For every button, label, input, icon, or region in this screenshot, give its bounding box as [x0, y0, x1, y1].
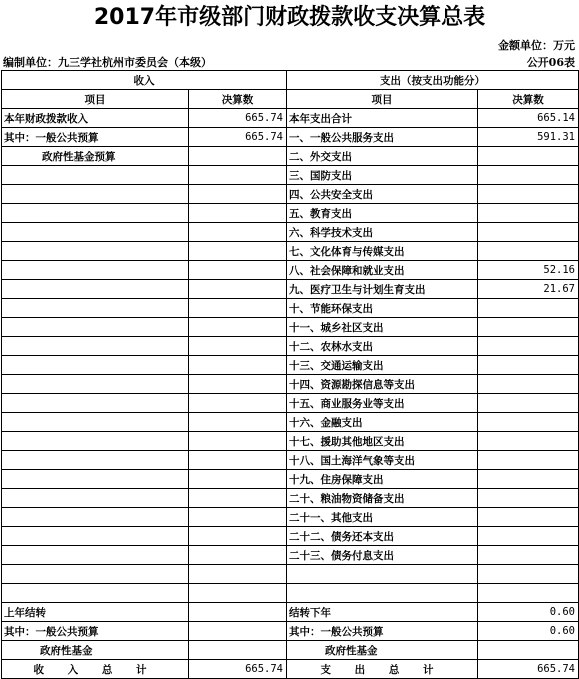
- expense-item-value: [478, 318, 579, 337]
- income-empty-cell: [2, 166, 189, 185]
- table-row: [2, 603, 579, 622]
- expense-item-label: 十四、资源勘探信息等支出: [287, 375, 478, 394]
- table-row: [2, 375, 579, 394]
- income-general-label: 其中：一般公共预算: [2, 128, 189, 147]
- expense-item-value: 21.67: [478, 280, 579, 299]
- blank-row: [2, 565, 579, 584]
- income-empty-cell: [189, 470, 287, 489]
- carry-in-fund-label: 政府性基金: [2, 641, 189, 660]
- income-empty-cell: [189, 299, 287, 318]
- table-row: [2, 242, 579, 261]
- table-row: [2, 451, 579, 470]
- table-row: [2, 185, 579, 204]
- income-empty-cell: [2, 337, 189, 356]
- income-empty-cell: [2, 432, 189, 451]
- unit-label: 金额单位：万元: [498, 39, 575, 52]
- table-row: [2, 147, 579, 166]
- carry-out-fund-label: 政府性基金: [287, 641, 478, 660]
- expense-item-label: 十八、国土海洋气象等支出: [287, 451, 478, 470]
- empty-cell: [287, 565, 478, 584]
- org-row: [0, 53, 579, 70]
- income-grand-total-label: 收 入 总 计: [2, 660, 189, 679]
- expense-item-label: 二十一、其他支出: [287, 508, 478, 527]
- table-row: [2, 128, 579, 147]
- expense-item-value: [478, 356, 579, 375]
- expense-item-value: [478, 432, 579, 451]
- table-row: [2, 337, 579, 356]
- expense-item-label: 十三、交通运输支出: [287, 356, 478, 375]
- income-empty-cell: [189, 394, 287, 413]
- expense-grand-total-value: 665.74: [478, 660, 579, 679]
- income-empty-cell: [2, 299, 189, 318]
- expense-grand-total-label: 支 出 总 计: [287, 660, 478, 679]
- expense-item-label: 七、文化体育与传媒支出: [287, 242, 478, 261]
- expense-item-value: [478, 413, 579, 432]
- expense-item-value: 52.16: [478, 261, 579, 280]
- expense-item-value: [478, 242, 579, 261]
- expense-item-value: [478, 147, 579, 166]
- empty-cell: [2, 565, 189, 584]
- income-empty-cell: [189, 356, 287, 375]
- carry-out-label: 结转下年: [287, 603, 478, 622]
- income-empty-cell: [189, 204, 287, 223]
- empty-cell: [478, 584, 579, 603]
- income-empty-cell: [189, 432, 287, 451]
- expense-item-header: 项目: [287, 90, 478, 109]
- expense-item-label: 六、科学技术支出: [287, 223, 478, 242]
- expense-item-label: 十一、城乡社区支出: [287, 318, 478, 337]
- table-row: [2, 261, 579, 280]
- carry-in-fund-value: [189, 641, 287, 660]
- expense-item-value: [478, 337, 579, 356]
- expense-item-value: 591.31: [478, 128, 579, 147]
- income-empty-cell: [189, 489, 287, 508]
- expense-item-value: [478, 223, 579, 242]
- expense-item-label: 十五、商业服务业等支出: [287, 394, 478, 413]
- carry-out-fund-value: [478, 641, 579, 660]
- expense-item-value: [478, 451, 579, 470]
- expense-item-label: 十七、援助其他地区支出: [287, 432, 478, 451]
- expense-item-label: 八、社会保障和就业支出: [287, 261, 478, 280]
- table-row: [2, 223, 579, 242]
- expense-total-value: 665.14: [478, 109, 579, 128]
- income-empty-cell: [2, 527, 189, 546]
- carry-in-general-label: 其中：一般公共预算: [2, 622, 189, 641]
- income-empty-cell: [2, 508, 189, 527]
- expense-item-value: [478, 508, 579, 527]
- report-title: 2017年市级部门财政拨款收支决算总表: [93, 5, 486, 30]
- table-row: [2, 204, 579, 223]
- income-empty-cell: [189, 242, 287, 261]
- income-empty-cell: [189, 546, 287, 565]
- income-item-header: 项目: [2, 90, 189, 109]
- income-empty-cell: [189, 375, 287, 394]
- income-empty-cell: [2, 470, 189, 489]
- income-empty-cell: [2, 489, 189, 508]
- expense-item-label: 十九、住房保障支出: [287, 470, 478, 489]
- carry-out-general-label: 其中：一般公共预算: [287, 622, 478, 641]
- expense-item-label: 十、节能环保支出: [287, 299, 478, 318]
- expense-item-label: 十二、农林水支出: [287, 337, 478, 356]
- unit-row: [0, 36, 579, 53]
- table-row: [2, 660, 579, 679]
- income-header: 收入: [2, 71, 287, 90]
- carry-out-value: 0.60: [478, 603, 579, 622]
- empty-cell: [189, 584, 287, 603]
- income-empty-cell: [2, 356, 189, 375]
- income-fund-value: [189, 147, 287, 166]
- table-row: [2, 432, 579, 451]
- income-empty-cell: [2, 546, 189, 565]
- income-empty-cell: [2, 394, 189, 413]
- org-label: 编制单位：九三学社杭州市委员会（本级）: [3, 56, 212, 69]
- income-empty-cell: [2, 204, 189, 223]
- income-empty-cell: [189, 318, 287, 337]
- income-empty-cell: [2, 261, 189, 280]
- expense-item-label: 一、一般公共服务支出: [287, 128, 478, 147]
- expense-amount-header: 决算数: [478, 90, 579, 109]
- income-empty-cell: [2, 375, 189, 394]
- expense-item-label: 二十三、债务付息支出: [287, 546, 478, 565]
- income-empty-cell: [2, 318, 189, 337]
- expense-item-label: 五、教育支出: [287, 204, 478, 223]
- table-row: [2, 470, 579, 489]
- table-row: [2, 413, 579, 432]
- income-fund-label: 政府性基金预算: [2, 147, 189, 166]
- blank-row: [2, 584, 579, 603]
- income-empty-cell: [189, 185, 287, 204]
- income-total-label: 本年财政拨款收入: [2, 109, 189, 128]
- expense-item-value: [478, 489, 579, 508]
- income-empty-cell: [2, 413, 189, 432]
- income-empty-cell: [2, 242, 189, 261]
- expense-item-label: 二、外交支出: [287, 147, 478, 166]
- income-empty-cell: [189, 413, 287, 432]
- income-empty-cell: [189, 527, 287, 546]
- table-row: [2, 508, 579, 527]
- expense-item-value: [478, 394, 579, 413]
- income-empty-cell: [189, 280, 287, 299]
- expense-item-label: 二十二、债务还本支出: [287, 527, 478, 546]
- expense-item-value: [478, 204, 579, 223]
- carry-in-label: 上年结转: [2, 603, 189, 622]
- empty-cell: [189, 565, 287, 584]
- carry-in-value: [189, 603, 287, 622]
- expense-item-label: 十六、金融支出: [287, 413, 478, 432]
- income-amount-header: 决算数: [189, 90, 287, 109]
- expense-item-value: [478, 299, 579, 318]
- income-empty-cell: [2, 223, 189, 242]
- carry-out-general-value: 0.60: [478, 622, 579, 641]
- expense-item-label: 九、医疗卫生与计划生育支出: [287, 280, 478, 299]
- table-row: [2, 166, 579, 185]
- expense-item-value: [478, 185, 579, 204]
- expense-item-value: [478, 546, 579, 565]
- table-row: [2, 299, 579, 318]
- empty-cell: [287, 584, 478, 603]
- table-row: [2, 356, 579, 375]
- income-empty-cell: [189, 166, 287, 185]
- table-row: [2, 622, 579, 641]
- expense-item-label: 四、公共安全支出: [287, 185, 478, 204]
- income-empty-cell: [2, 451, 189, 470]
- income-empty-cell: [2, 280, 189, 299]
- expense-header: 支出（按支出功能分）: [287, 71, 579, 90]
- expense-item-value: [478, 166, 579, 185]
- income-empty-cell: [189, 451, 287, 470]
- expense-item-label: 二十、粮油物资储备支出: [287, 489, 478, 508]
- empty-cell: [478, 565, 579, 584]
- expense-item-value: [478, 527, 579, 546]
- finance-table: [1, 70, 579, 679]
- income-empty-cell: [189, 261, 287, 280]
- table-row: [2, 546, 579, 565]
- empty-cell: [2, 584, 189, 603]
- income-general-value: 665.74: [189, 128, 287, 147]
- expense-total-label: 本年支出合计: [287, 109, 478, 128]
- income-empty-cell: [189, 223, 287, 242]
- income-empty-cell: [189, 337, 287, 356]
- form-code: 公开06表: [526, 56, 575, 69]
- table-row: [2, 527, 579, 546]
- table-row: [2, 394, 579, 413]
- income-empty-cell: [189, 508, 287, 527]
- table-row: [2, 318, 579, 337]
- income-total-value: 665.74: [189, 109, 287, 128]
- income-grand-total-value: 665.74: [189, 660, 287, 679]
- carry-in-general-value: [189, 622, 287, 641]
- expense-item-label: 三、国防支出: [287, 166, 478, 185]
- expense-item-value: [478, 470, 579, 489]
- table-row: [2, 280, 579, 299]
- expense-item-value: [478, 375, 579, 394]
- table-row: [2, 489, 579, 508]
- income-empty-cell: [2, 185, 189, 204]
- table-row: [2, 641, 579, 660]
